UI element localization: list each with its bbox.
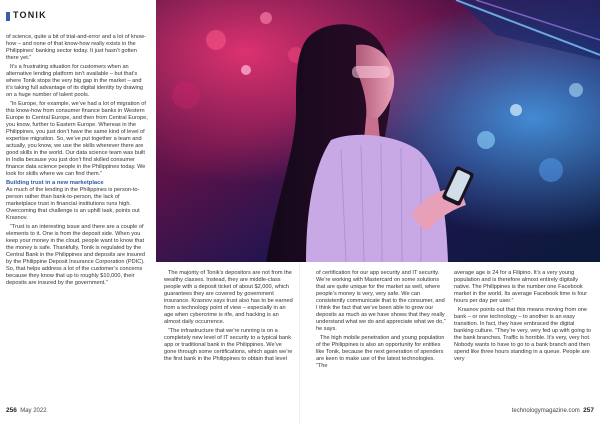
- page-number-left: 256: [6, 407, 17, 414]
- paragraph: The high mobile penetration and young population of the Philippines is also an opportunity for entities like Tonik, because the next generation of spenders are keen to make use of the latest technologies. “The: [316, 335, 445, 370]
- footer-right: [512, 407, 594, 414]
- section-marker: [6, 12, 10, 21]
- footer-left: [6, 407, 47, 414]
- subheading: Building trust in a new marketplace: [6, 180, 104, 187]
- article-column-4: [454, 270, 593, 365]
- section-label: TONIK: [13, 10, 47, 20]
- paragraph: of science, quite a bit of trial-and-error and a lot of know-how – and none of that know-how really exists in the Philippines’ banking sector today. It just hasn’t gotten there yet.”: [6, 34, 146, 62]
- article-column-1: [6, 34, 149, 289]
- paragraph: It’s a frustrating situation for customers when an alternative lending platform isn’t available – but that’s where Tonik stops the very big gap in the market – and it’s taking full advantage of its digital identity by drawing on a huge number of talent pools.: [6, 63, 144, 98]
- paragraph: The majority of Tonik’s depositors are not from the wealthy classes. Instead, they are middle-class people with a deposit ticket of about $2,000, which guarantees they are covered by government insurance. Krasnov says trust also has to be earned from a technology point of view – especially in an age when cybercrime is rife, and hacking is an almost daily occurrence.: [164, 270, 293, 326]
- paragraph: “Trust is an interesting issue and there are a couple of elements to it. One is from the deposit side. When you keep your money in the cloud, people want to know that the money is safe. Thankfully, Tonik is regulated by the Central Bank in the Philippines and deposits are insured by the Philippine Deposit Insurance Corporation (PDIC). So, that helps address a lot of the customer’s concerns because they know that up to roughly $10,000, their deposits are insured by the government.”: [6, 224, 145, 287]
- article-column-3: [316, 270, 447, 372]
- issue-date: May 2022: [20, 408, 47, 414]
- woman-with-phone-neon-city-photo: [156, 0, 600, 262]
- paragraph: of certification for our app security and IT security. We’re working with Mastercard on some solutions that are quite unique for the market as well, where people’s money is very, very safe. We can consistently communicate that to the consumer, and I think the fact that we’ve been able to grow our deposits as much as we have shows that they really understand what we do and appreciate what we do,” he says.: [316, 270, 446, 333]
- paragraph: average age is 24 for a Filipino. It’s a very young population and is therefore almost entirely digitally native. The Philippines is the number one Facebook market in the world. Its average Facebook time is four hours per day per user.”: [454, 270, 588, 305]
- gutter-fold: [299, 262, 300, 424]
- paragraph: “In Europe, for example, we’ve had a lot of migration of this know-how from consumer finance banks in Western Europe to Central Europe, and then from Central Europe, you know, further to Eastern Europe. Whereas in the Philippines, you just don’t have the same kind of level of expertise migration. So, we’ve put together a team and actually, you know, we use the skills wherever there are good skills in the world. Our data science team was built in India because you just don’t find skilled consumer finance data science people in the Philippines today. We look for skills where we can find them.”: [6, 100, 148, 178]
- paragraph: Krasnov points out that this means moving from one bank – or one technology – to another is an easy transition. In fact, they have embraced the digital banking culture. “They’re very, very fed up with going to the bank branches. Traffic is horrible. It’s very, very hot. Nobody wants to have to go to a bank branch and then spend like three hours standing in a queue. People are very: [454, 306, 592, 363]
- paragraph: “The infrastructure that we’re running is on a completely new level of IT security to a typical bank app or traditional bank in the Philippines. We’ve gone through some certifications, which again we’re the first bank in the Philippines to obtain that level: [164, 327, 293, 363]
- hero-photo: [156, 0, 600, 262]
- site-url: technologymagazine.com: [511, 408, 580, 414]
- page-number-right: 257: [583, 407, 594, 414]
- paragraph: As much of the lending in the Philippines is person-to-person rather than bank-to-person, the lack of marketplace trust in financial institutions runs high. Overcoming that challenge is an uphill task, points out Krasnov.: [6, 187, 140, 222]
- article-column-2: [164, 270, 294, 365]
